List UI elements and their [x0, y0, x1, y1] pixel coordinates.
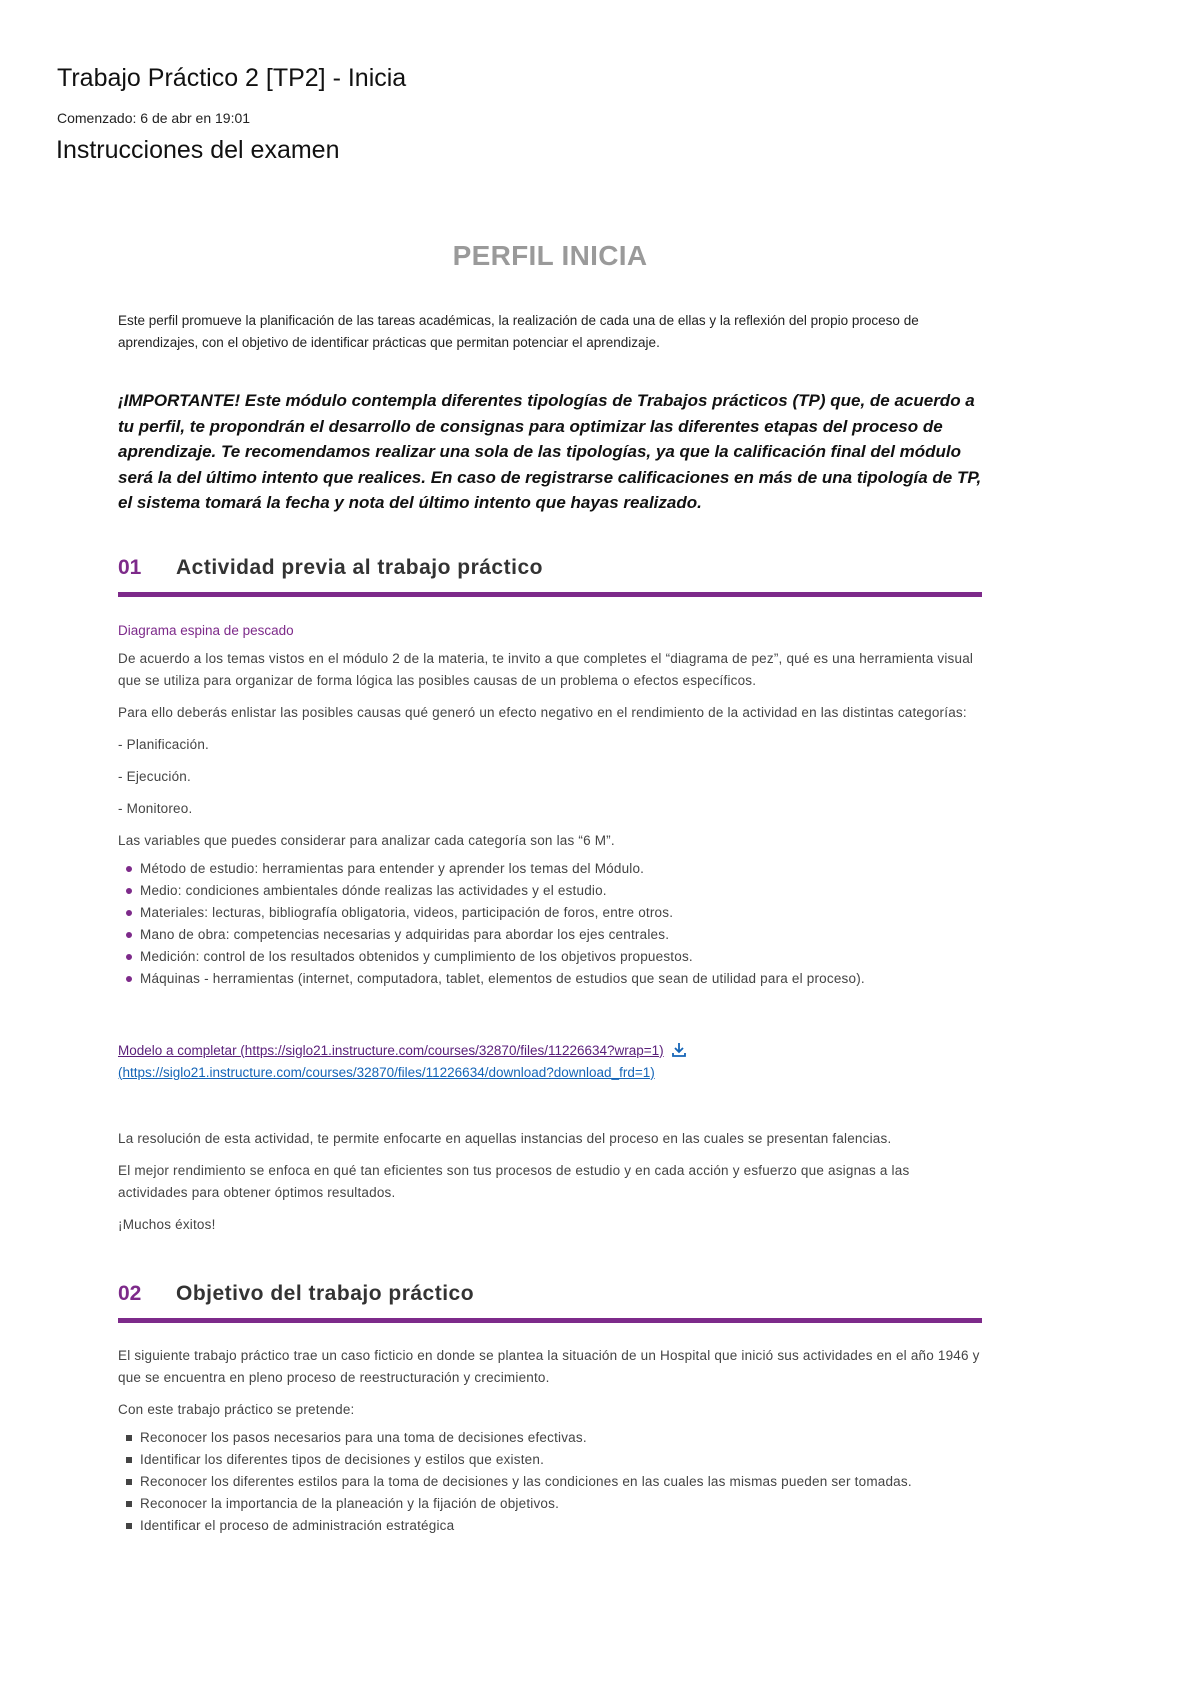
model-download-link[interactable]: (https://siglo21.instructure.com/courses/32870/files/11226634/download?download_frd=1) [118, 1064, 655, 1080]
paragraph: La resolución de esta actividad, te permite enfocarte en aquellas instancias del proceso en las cuales se presentan falencias. [118, 1130, 892, 1146]
exam-instructions-heading: Instrucciones del examen [56, 136, 340, 164]
list-item: Medio: condiciones ambientales dónde realizas las actividades y el estudio. [140, 880, 982, 902]
six-m-list [118, 858, 982, 990]
download-icon[interactable] [671, 1042, 687, 1058]
objectives-list [118, 1427, 982, 1537]
profile-title: PERFIL INICIA [452, 240, 648, 271]
started-timestamp: Comenzado: 6 de abr en 19:01 [57, 110, 251, 126]
profile-intro: Este perfil promueve la planificación de las tareas académicas, la realización de cada una de ellas y la reflexión del propio proceso de aprendizajes, con el objetivo de identificar prácticas que permitan potenciar el aprendizaje. [118, 313, 919, 350]
paragraph: De acuerdo a los temas vistos en el módulo 2 de la materia, te invito a que completes el “diagrama de pez”, qué es una herramienta visual que se utiliza para organizar de forma lógica las posibles causas de un problema o efectos específicos. [118, 650, 974, 688]
list-item: Mano de obra: competencias necesarias y adquiridas para abordar los ejes centrales. [140, 924, 982, 946]
list-item: Reconocer los diferentes estilos para la toma de decisiones y las condiciones en las cuales las mismas pueden ser tomadas. [140, 1471, 982, 1493]
list-item: Método de estudio: herramientas para entender y aprender los temas del Módulo. [140, 858, 982, 880]
category-item: - Monitoreo. [118, 800, 193, 816]
list-item: Máquinas - herramientas (internet, computadora, tablet, elementos de estudios que sean de utilidad para el proceso). [140, 968, 982, 990]
closing-message: ¡Muchos éxitos! [118, 1216, 216, 1232]
category-item: - Planificación. [118, 736, 209, 752]
section-number: 01 [118, 555, 142, 579]
important-notice: ¡IMPORTANTE! Este módulo contempla diferentes tipologías de Trabajos prácticos (TP) que, de acuerdo a tu perfil, te propondrán el desarrollo de consignas para optimizar las diferentes etapas del proceso de aprendizaje. Te recomendamos realizar una sola de las tipologías, ya que la calificación final del módulo será la del último intento que realices. En caso de registrarse calificaciones en más de una tipología de TP, el sistema tomará la fecha y nota del último intento que hayas realizado. [118, 391, 982, 512]
paragraph: El siguiente trabajo práctico trae un caso ficticio en donde se plantea la situación de un Hospital que inició sus actividades en el año 1946 y que se encuentra en pleno proceso de reestructuración y crecimiento. [118, 1347, 980, 1385]
paragraph: Para ello deberás enlistar las posibles causas qué generó un efecto negativo en el rendimiento de la actividad en las distintas categorías: [118, 704, 967, 720]
paragraph: Las variables que puedes considerar para analizar cada categoría son las “6 M”. [118, 832, 615, 848]
section-title: Objetivo del trabajo práctico [176, 1281, 475, 1305]
list-item: Reconocer los pasos necesarios para una toma de decisiones efectivas. [140, 1427, 982, 1449]
page-title: Trabajo Práctico 2 [TP2] - Inicia [57, 64, 407, 92]
section-title: Actividad previa al trabajo práctico [176, 555, 543, 579]
list-item: Reconocer la importancia de la planeación y la fijación de objetivos. [140, 1493, 982, 1515]
list-item: Identificar los diferentes tipos de decisiones y estilos que existen. [140, 1449, 982, 1471]
model-preview-link[interactable]: Modelo a completar (https://siglo21.instructure.com/courses/32870/files/11226634?wrap=1) [118, 1042, 664, 1058]
section-01-header [118, 556, 982, 597]
list-item: Medición: control de los resultados obtenidos y cumplimiento de los objetivos propuestos. [140, 946, 982, 968]
list-item: Identificar el proceso de administración estratégica [140, 1515, 982, 1537]
paragraph: Con este trabajo práctico se pretende: [118, 1401, 355, 1417]
category-item: - Ejecución. [118, 768, 191, 784]
model-links [118, 1040, 982, 1084]
paragraph: El mejor rendimiento se enfoca en qué tan eficientes son tus procesos de estudio y en cada acción y esfuerzo que asignas a las actividades para obtener óptimos resultados. [118, 1162, 910, 1200]
fishbone-subheading: Diagrama espina de pescado [118, 622, 294, 638]
list-item: Materiales: lecturas, bibliografía obligatoria, videos, participación de foros, entre otros. [140, 902, 982, 924]
instructions-content [118, 240, 982, 1537]
section-number: 02 [118, 1281, 142, 1305]
section-02-header [118, 1282, 982, 1323]
